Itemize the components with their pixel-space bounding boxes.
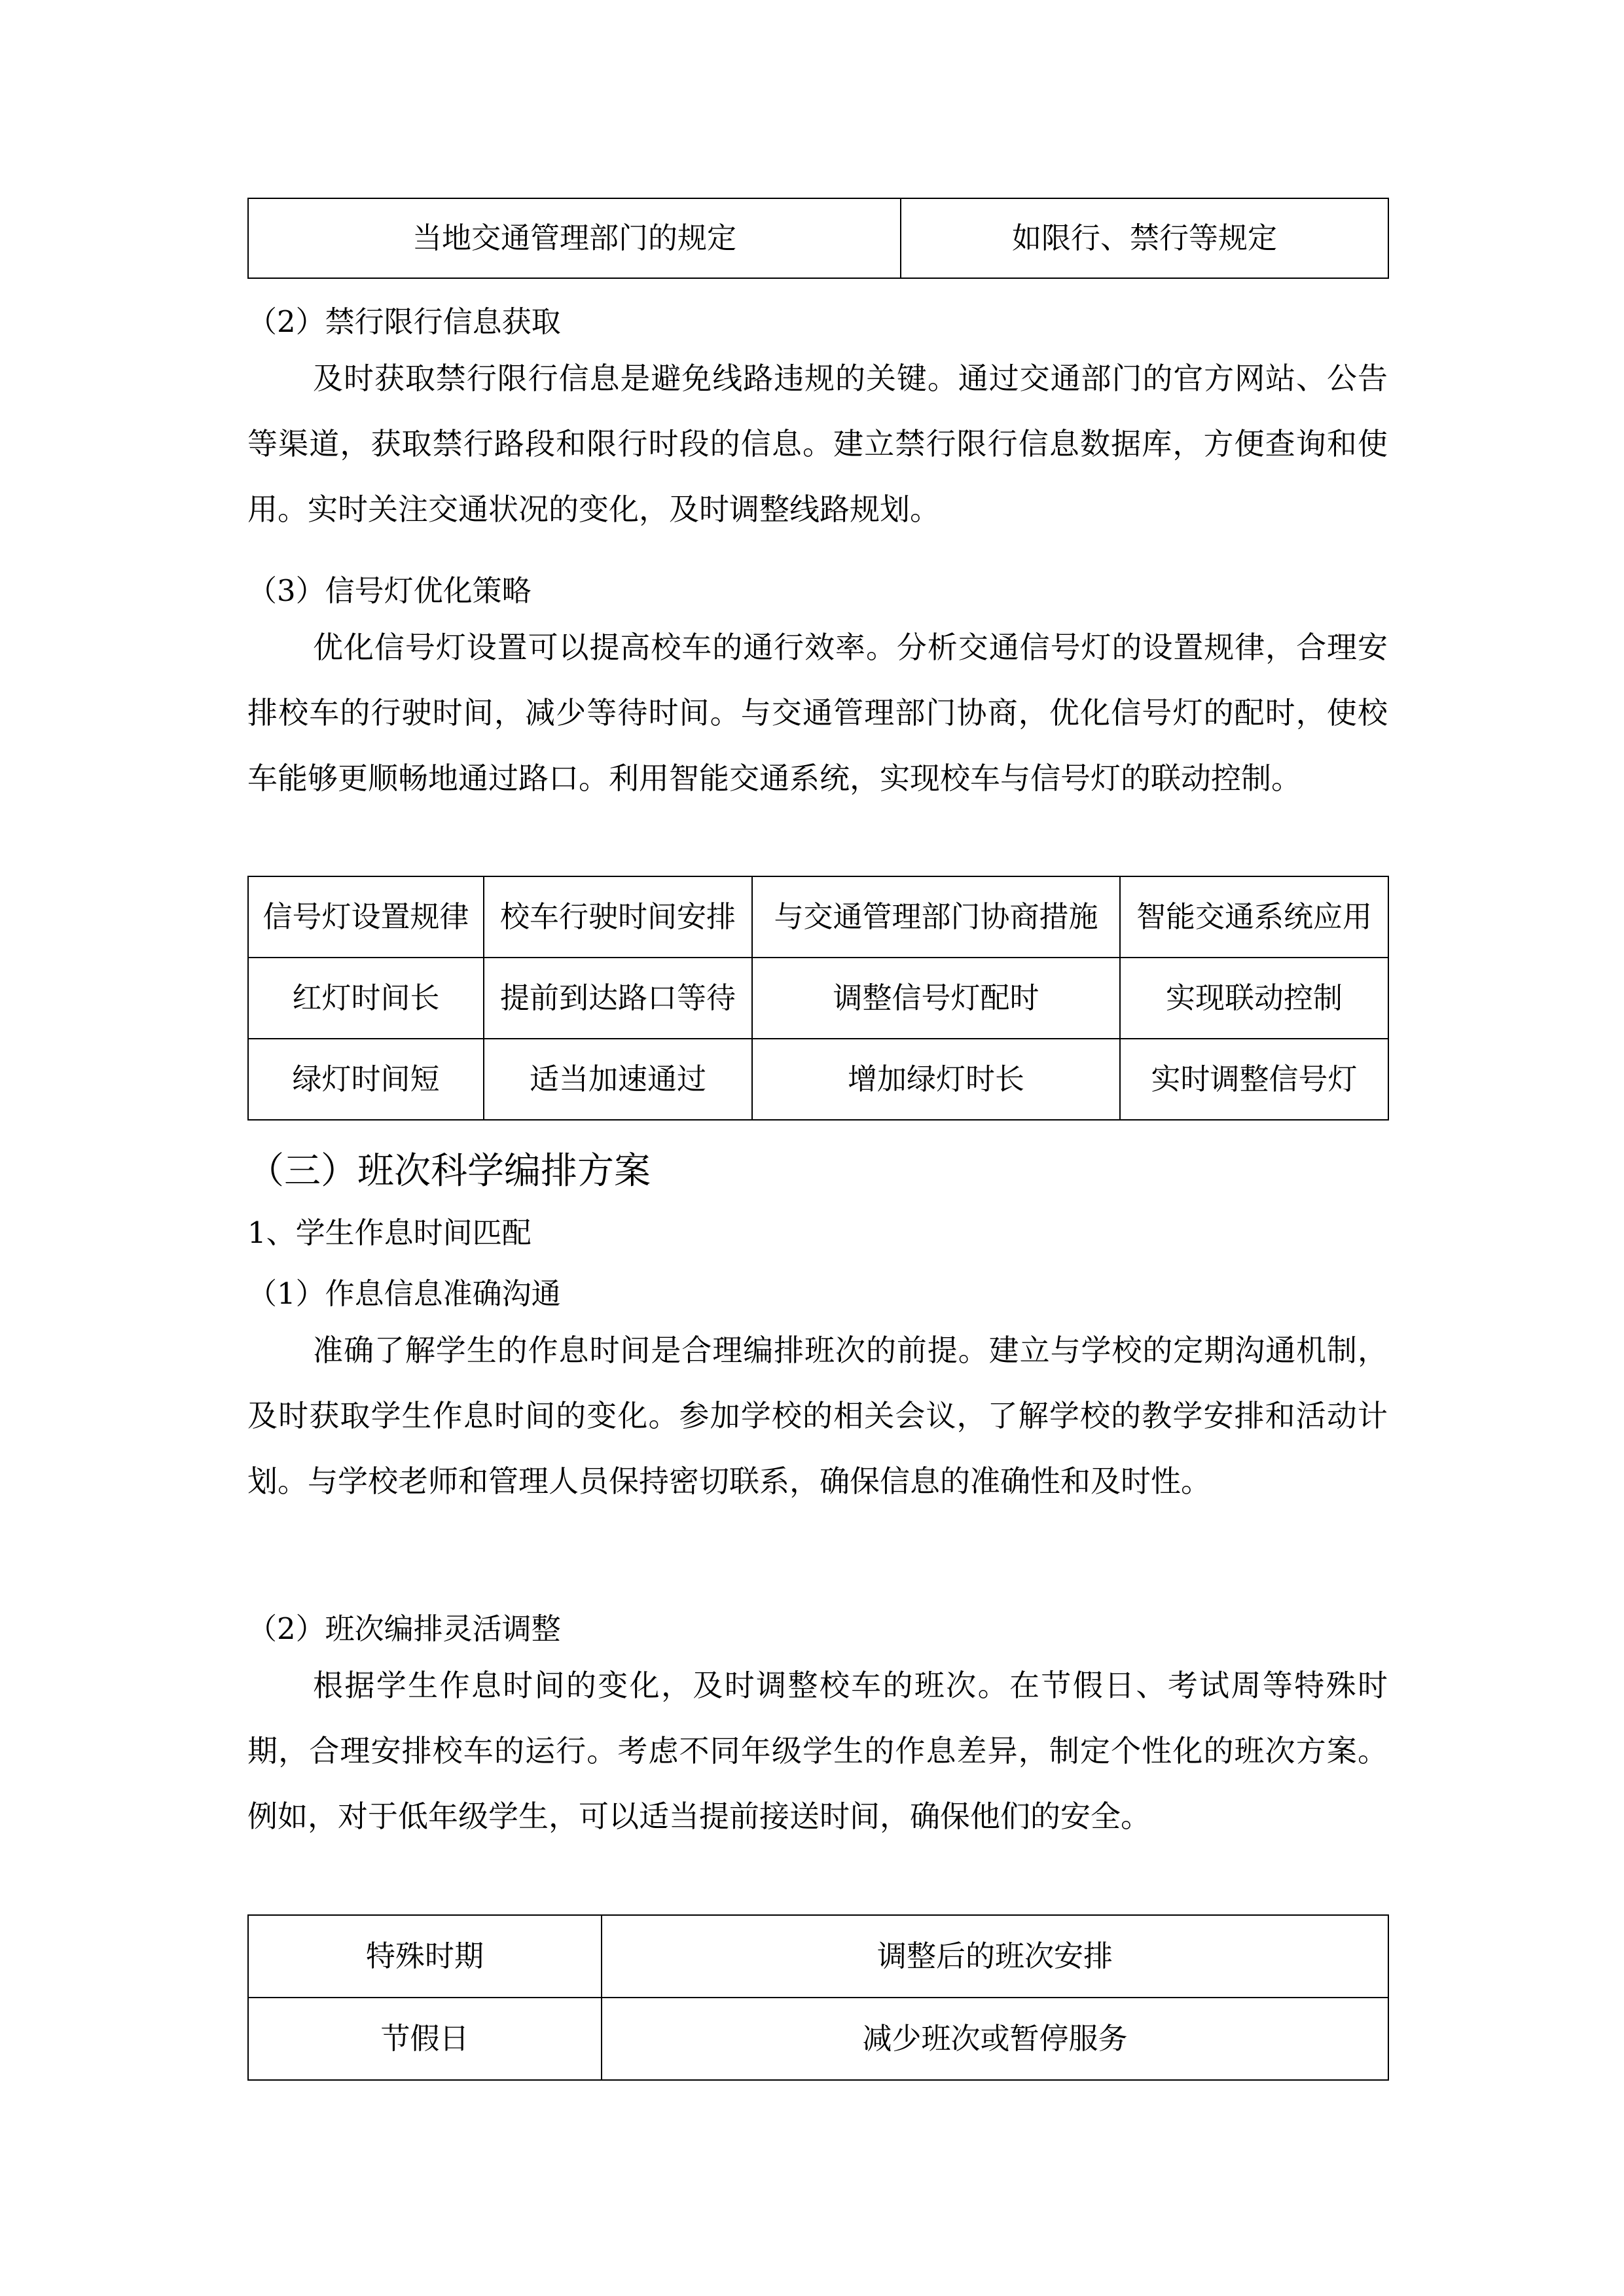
item-heading: 1、学生作息时间匹配 bbox=[247, 1215, 532, 1250]
paragraph-text: 及时获取禁行限行信息是避免线路违规的关键。通过交通部门的官方网站、公告等渠道，获取禁行路段和限行时段的信息。建立禁行限行信息数据库，方便查询和使用。实时关注交通状况的变化，及时调整线路规划。 bbox=[247, 361, 1388, 527]
special-period-table bbox=[247, 1914, 1389, 2081]
table-cell: 绿灯时间短 bbox=[248, 1039, 484, 1120]
paragraph-signal-optimization bbox=[247, 615, 1388, 811]
table-header-cell: 调整后的班次安排 bbox=[602, 1915, 1388, 1998]
paragraph-schedule-communication bbox=[247, 1318, 1388, 1514]
section-heading-signal-optimization: （3）信号灯优化策略 bbox=[247, 573, 532, 608]
table-row bbox=[248, 958, 1388, 1039]
paragraph-text: 准确了解学生的作息时间是合理编排班次的前提。建立与学校的定期沟通机制，及时获取学生作息时间的变化。参加学校的相关会议，了解学校的教学安排和活动计划。与学校老师和管理人员保持密切联系，确保信息的准确性和及时性。 bbox=[247, 1333, 1388, 1499]
signal-table bbox=[247, 876, 1389, 1121]
table-cell: 当地交通管理部门的规定 bbox=[248, 198, 901, 278]
table-header-row bbox=[248, 1915, 1388, 1998]
paragraph-restriction-info bbox=[247, 346, 1388, 542]
table-cell: 调整信号灯配时 bbox=[752, 958, 1120, 1039]
table-row bbox=[248, 1039, 1388, 1120]
table-cell: 适当加速通过 bbox=[484, 1039, 752, 1120]
table-header-cell: 信号灯设置规律 bbox=[248, 876, 484, 958]
table-header-cell: 特殊时期 bbox=[248, 1915, 602, 1998]
table-cell: 实时调整信号灯 bbox=[1120, 1039, 1388, 1120]
table-header-row bbox=[248, 876, 1388, 958]
table-cell: 红灯时间长 bbox=[248, 958, 484, 1039]
table-cell: 如限行、禁行等规定 bbox=[901, 198, 1388, 278]
regulation-table bbox=[247, 198, 1389, 279]
paragraph-text: 优化信号灯设置可以提高校车的通行效率。分析交通信号灯的设置规律，合理安排校车的行驶时间，减少等待时间。与交通管理部门协商，优化信号灯的配时，使校车能够更顺畅地通过路口。利用智能交通系统，实现校车与信号灯的联动控制。 bbox=[247, 630, 1388, 796]
table-cell: 增加绿灯时长 bbox=[752, 1039, 1120, 1120]
table-header-cell: 智能交通系统应用 bbox=[1120, 876, 1388, 958]
table-cell: 节假日 bbox=[248, 1998, 602, 2080]
section-heading-schedule-communication: （1）作息信息准确沟通 bbox=[247, 1276, 561, 1311]
table-cell: 实现联动控制 bbox=[1120, 958, 1388, 1039]
paragraph-flexible-adjustment bbox=[247, 1653, 1388, 1849]
table-header-cell: 与交通管理部门协商措施 bbox=[752, 876, 1120, 958]
table-cell: 减少班次或暂停服务 bbox=[602, 1998, 1388, 2080]
table-header-cell: 校车行驶时间安排 bbox=[484, 876, 752, 958]
part-title: （三）班次科学编排方案 bbox=[247, 1150, 651, 1193]
table-cell: 提前到达路口等待 bbox=[484, 958, 752, 1039]
section-heading-flexible-adjustment: （2）班次编排灵活调整 bbox=[247, 1611, 561, 1646]
paragraph-text: 根据学生作息时间的变化，及时调整校车的班次。在节假日、考试周等特殊时期，合理安排校车的运行。考虑不同年级学生的作息差异，制定个性化的班次方案。例如，对于低年级学生，可以适当提前接送时间，确保他们的安全。 bbox=[247, 1668, 1388, 1834]
section-heading-restriction-info: （2）禁行限行信息获取 bbox=[247, 304, 561, 339]
table-row bbox=[248, 198, 1388, 278]
table-row bbox=[248, 1998, 1388, 2080]
